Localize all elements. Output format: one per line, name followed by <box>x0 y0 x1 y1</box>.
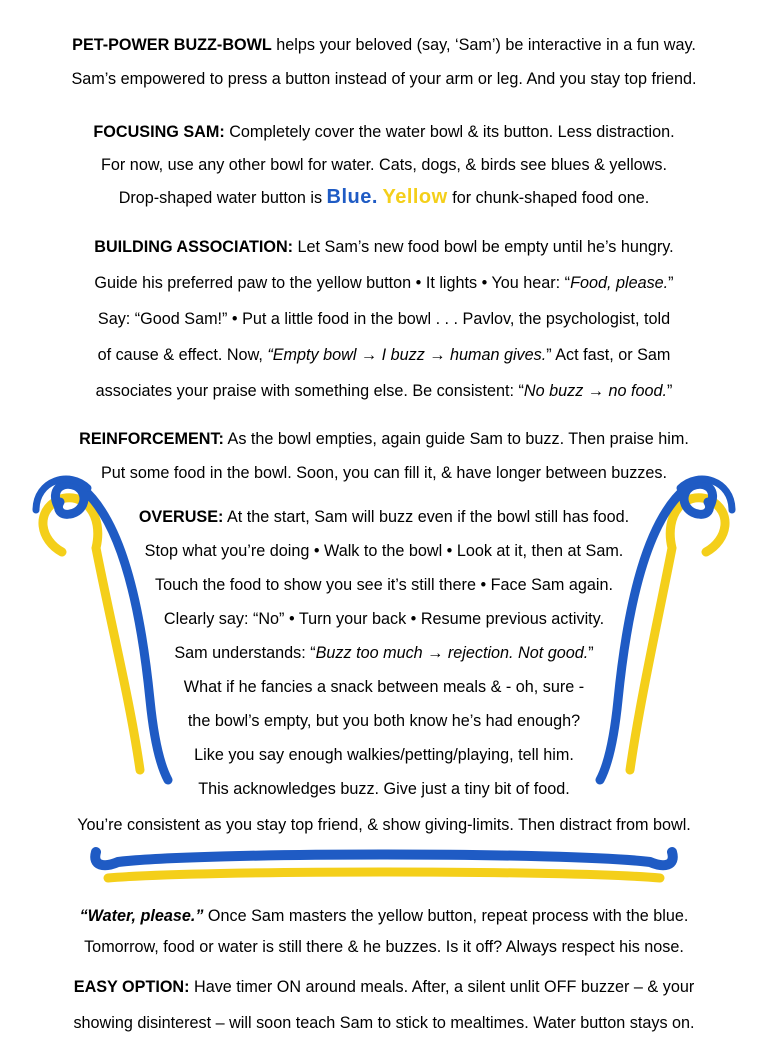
buzz-too-much-quote: Buzz too much → rejection. Not good. <box>315 644 589 662</box>
empty-bowl-quote: “Empty bowl → I buzz → human gives. <box>267 346 547 364</box>
building-line-5-b: ” <box>666 382 673 400</box>
building-heading: BUILDING ASSOCIATION: <box>94 238 294 256</box>
reinforcement-line-1 <box>0 429 768 449</box>
building-line-5-a: associates your praise with something else. Be consistent: “ <box>95 382 524 400</box>
reinforcement-heading: REINFORCEMENT: <box>79 430 224 448</box>
overuse-line-5 <box>0 643 768 663</box>
easy-line-1 <box>0 977 768 997</box>
food-please-quote: Food, please. <box>570 274 669 292</box>
overuse-line-4: Clearly say: “No” • Turn your back • Resume previous activity. <box>163 610 605 628</box>
no-buzz-quote: No buzz → no food. <box>523 382 667 400</box>
product-name: PET-POWER BUZZ-BOWL <box>72 36 272 54</box>
building-line-2-a: Guide his preferred paw to the yellow button • It lights • You hear: “ <box>94 274 571 292</box>
easy-heading: EASY OPTION: <box>73 978 190 996</box>
focusing-line-2: For now, use any other bowl for water. Cats, dogs, & birds see blues & yellows. <box>101 156 667 174</box>
focusing-line-1-text: Completely cover the water bowl & its button. Less distraction. <box>224 123 675 141</box>
building-line-4-b: ” Act fast, or Sam <box>546 346 671 364</box>
focusing-line-3-b: for chunk-shaped food one. <box>447 189 650 207</box>
overuse-line-6: What if he fancies a snack between meals & - oh, sure - <box>183 678 585 696</box>
intro-line-2: Sam’s empowered to press a button instead of your arm or leg. And you stay top friend. <box>71 70 697 88</box>
easy-line-2: showing disinterest – will soon teach Sam to stick to mealtimes. Water button stays on. <box>73 1014 695 1032</box>
overuse-line-5-a: Sam understands: “ <box>174 644 316 662</box>
overuse-line-1 <box>0 507 768 527</box>
building-line-3: Say: “Good Sam!” • Put a little food in the bowl . . . Pavlov, the psychologist, told <box>97 310 671 328</box>
water-heading: “Water, please.” <box>79 907 204 925</box>
overuse-line-1-text: At the start, Sam will buzz even if the bowl still has food. <box>223 508 630 526</box>
building-line-2-b: ” <box>668 274 674 292</box>
intro-line-1 <box>0 35 768 55</box>
building-line-1 <box>0 237 768 257</box>
overuse-heading: OVERUSE: <box>138 508 224 526</box>
blue-label: Blue. <box>326 186 378 208</box>
building-line-5 <box>0 381 768 401</box>
water-line-1-text: Once Sam masters the yellow button, repeat process with the blue. <box>203 907 689 925</box>
building-line-2 <box>0 273 768 293</box>
overuse-line-8: Like you say enough walkies/petting/playing, tell him. <box>194 746 574 764</box>
overuse-line-10: You’re consistent as you stay top friend, & show giving-limits. Then distract from bowl. <box>77 816 691 834</box>
overuse-line-5-b: ” <box>588 644 594 662</box>
intro-line-1-text: helps your beloved (say, ‘Sam’) be interactive in a fun way. <box>271 36 696 54</box>
focusing-heading: FOCUSING SAM: <box>93 123 225 141</box>
bottom-bar-yellow <box>108 872 660 878</box>
yellow-label: Yellow <box>382 186 448 208</box>
overuse-line-2: Stop what you’re doing • Walk to the bowl • Look at it, then at Sam. <box>144 542 624 560</box>
building-line-4 <box>0 345 768 365</box>
overuse-line-9: This acknowledges buzz. Give just a tiny bit of food. <box>198 780 570 798</box>
reinforcement-line-2: Put some food in the bowl. Soon, you can fill it, & have longer between buzzes. <box>100 464 667 482</box>
bottom-bar-blue <box>95 852 673 865</box>
overuse-line-3: Touch the food to show you see it’s still there • Face Sam again. <box>155 576 613 594</box>
easy-line-1-text: Have timer ON around meals. After, a silent unlit OFF buzzer – & your <box>189 978 695 996</box>
focusing-line-1 <box>0 122 768 142</box>
overuse-line-7: the bowl’s empty, but you both know he’s had enough? <box>187 712 581 730</box>
building-line-1-text: Let Sam’s new food bowl be empty until he’s hungry. <box>293 238 674 256</box>
water-line-2: Tomorrow, food or water is still there & he buzzes. Is it off? Always respect his nose. <box>84 938 684 956</box>
reinforcement-line-1-text: As the bowl empties, again guide Sam to buzz. Then praise him. <box>223 430 689 448</box>
focusing-line-3-a: Drop-shaped water button is <box>118 189 327 207</box>
focusing-line-3 <box>0 187 768 208</box>
building-line-4-a: of cause & effect. Now, <box>97 346 268 364</box>
water-line-1 <box>0 906 768 926</box>
